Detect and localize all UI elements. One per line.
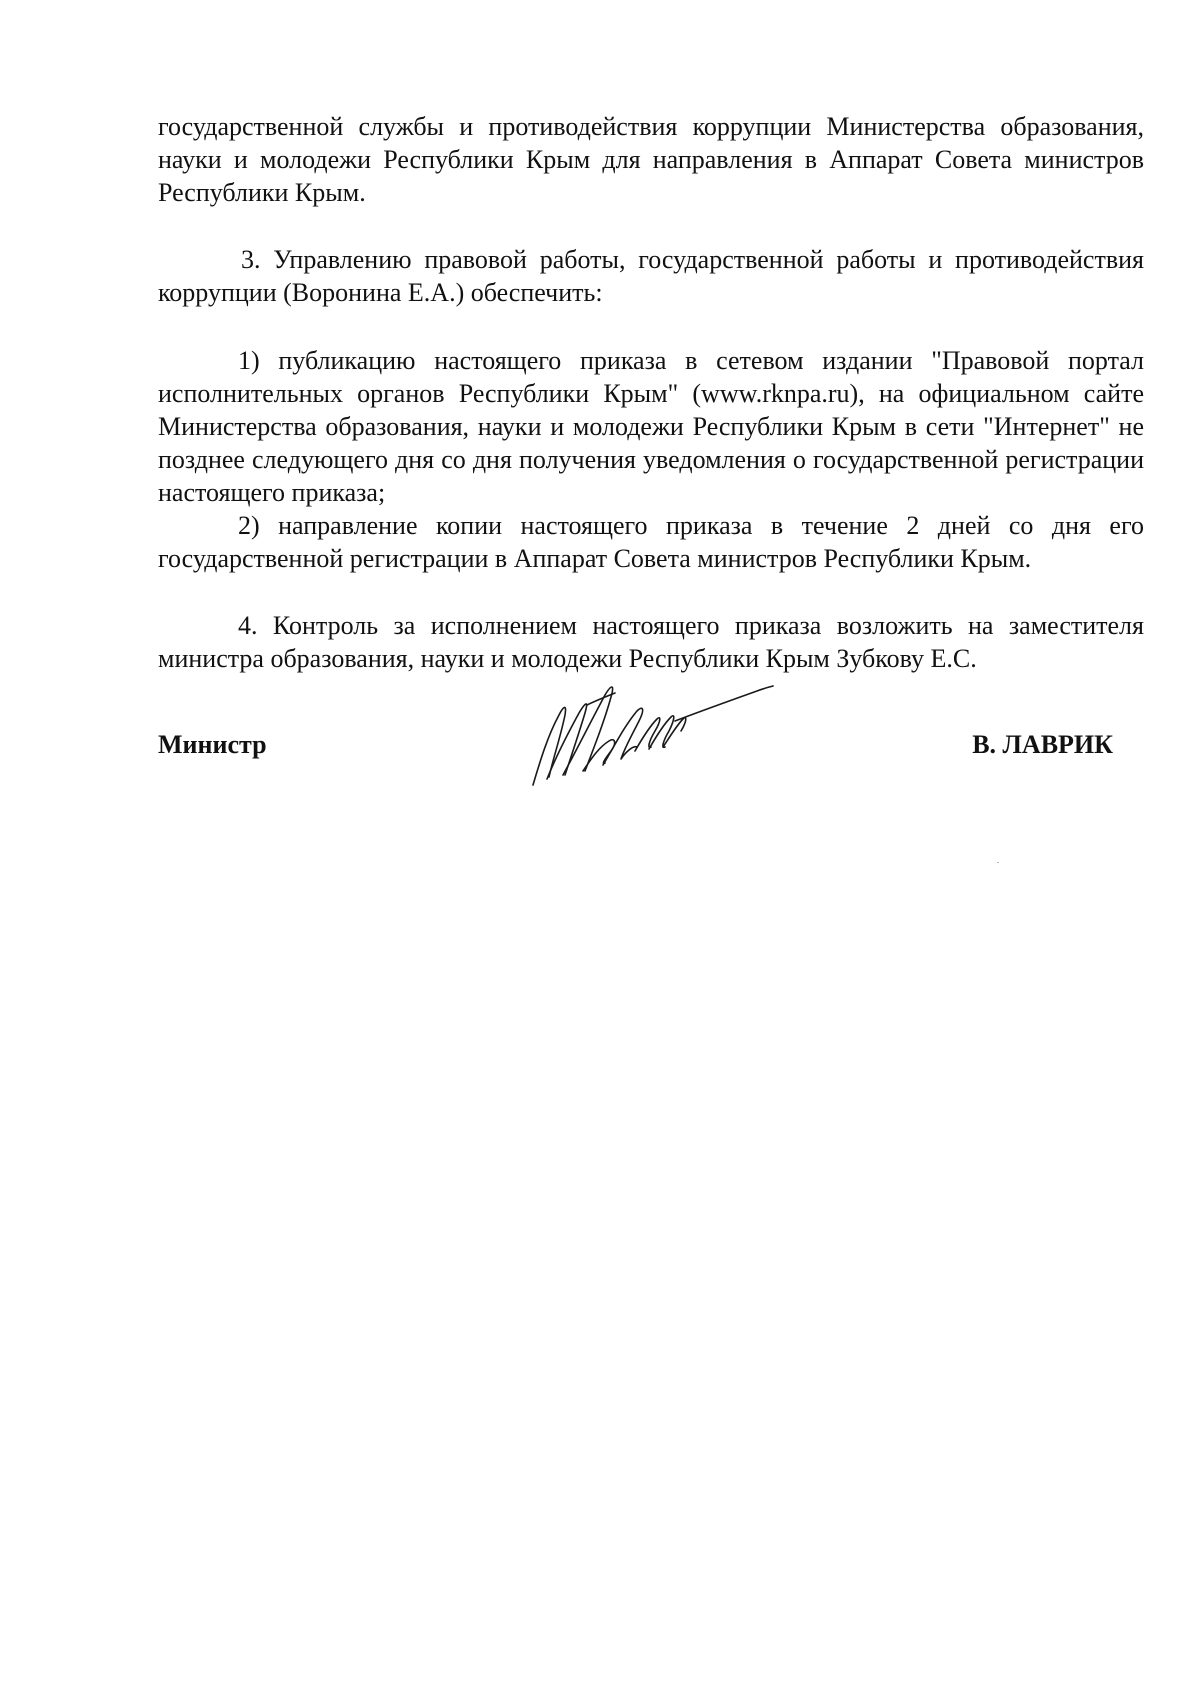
paragraph-item-3: 3. Управлению правовой работы, государственной работы и противодействия коррупции (Воронина Е.А.) обеспечить: <box>158 245 1144 307</box>
paragraph-continuation: государственной службы и противодействия коррупции Министерства образования, науки и молодежи Республики Крым для направления в Аппарат Совета министров Республики Крым. <box>158 112 1144 207</box>
signature-block <box>158 730 1113 790</box>
signatory-title: Министр <box>158 730 267 759</box>
scan-speck <box>997 862 999 863</box>
document-body <box>158 110 1144 675</box>
paragraph-item-3-2: 2) направление копии настоящего приказа в течение 2 дней со дня его государственной регистрации в Аппарат Совета министров Республики Крым. <box>158 511 1144 573</box>
signatory-name: В. ЛАВРИК <box>972 730 1113 759</box>
paragraph-item-3-1: 1) публикацию настоящего приказа в сетевом издании "Правовой портал исполнительных органов Республики Крым" (www.rknpa.ru), на официальном сайте Министерства образования, науки и молодежи Республики Крым в сети "Интернет" не позднее следующего дня со дня получения уведомления о государственной регистрации настоящего приказа; <box>158 346 1144 507</box>
paragraph-item-4: 4. Контроль за исполнением настоящего приказа возложить на заместителя министра образования, науки и молодежи Республики Крым Зубкову Е.С. <box>158 611 1144 673</box>
